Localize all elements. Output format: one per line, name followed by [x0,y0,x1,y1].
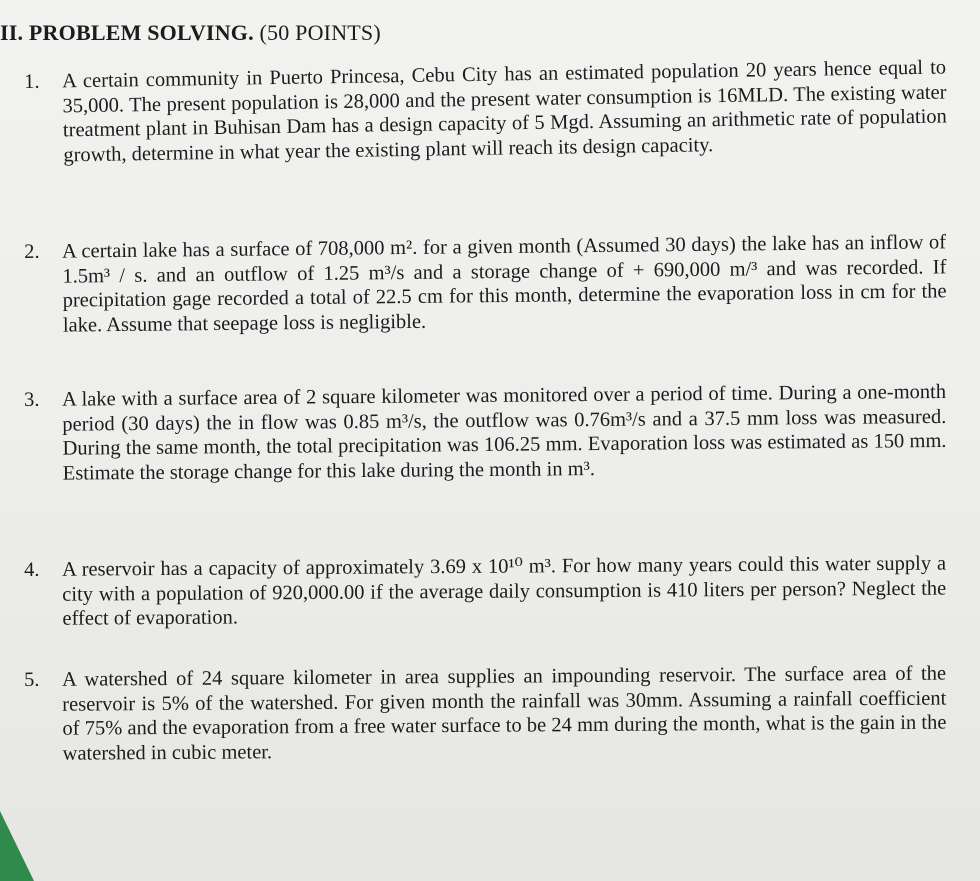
problem-number: 4. [24,558,40,581]
problem-number: 3. [24,388,40,411]
problem-text: A certain community in Puerto Princesa, Cebu City has an estimated population 20 years hence equal to 35,000. The present population is 28,000 and the present water consumption is 16MLD. The existing water treatment plant in Buhisan Dam has a design capacity of 5 Mgd. Assuming an arithmetic rate of population growth, determine in what year the existing plant will reach its design capacity. [62,56,948,167]
problem-text: A certain lake has a surface of 708,000 m². for a given month (Assumed 30 days) the lake has an inflow of 1.5m³ / s. and an outflow of 1.25 m³/s and a storage change of + 690,000 m/³ and was recorded. If precipitation gage recorded a total of 22.5 cm for this month, determine the evaporation loss in cm for the lake. Assume that seepage loss is negligible. [62,231,947,337]
problem-text: A reservoir has a capacity of approximately 3.69 x 10¹⁰ m³. For how many years could this water supply a city with a population of 920,000.00 if the average daily consumption is 410 liters per person? Neglect the effect of evaporation. [62,552,947,630]
problem-5 [24,662,947,767]
problem-text: A lake with a surface area of 2 square kilometer was monitored over a period of time. During a one-month period (30 days) the in flow was 0.85 m³/s, the outflow was 0.76m³/s and a 37.5 mm loss was measured. During the same month, the total precipitation was 106.25 mm. Evaporation loss was estimated as 150 mm. Estimate the storage change for this lake during the month in m³. [62,380,947,485]
problem-2 [24,230,947,338]
problem-1 [24,56,947,169]
problem-text: A watershed of 24 square kilometer in area supplies an impounding reservoir. The surface area of the reservoir is 5% of the watershed. For given month the rainfall was 30mm. Assuming a rainfall coefficient of 75% and the evaporation from a free water surface to be 24 mm during the month, what is the gain in the watershed in cubic meter. [62,662,947,765]
section-heading [0,20,381,46]
section-points: (50 POINTS) [253,20,381,45]
section-title: II. PROBLEM SOLVING. [0,20,254,45]
problem-number: 2. [24,240,40,263]
problem-number: 5. [24,668,40,691]
problem-number: 1. [24,70,40,93]
problem-3 [24,380,947,486]
problem-4 [24,552,946,632]
green-background-corner [0,811,34,881]
